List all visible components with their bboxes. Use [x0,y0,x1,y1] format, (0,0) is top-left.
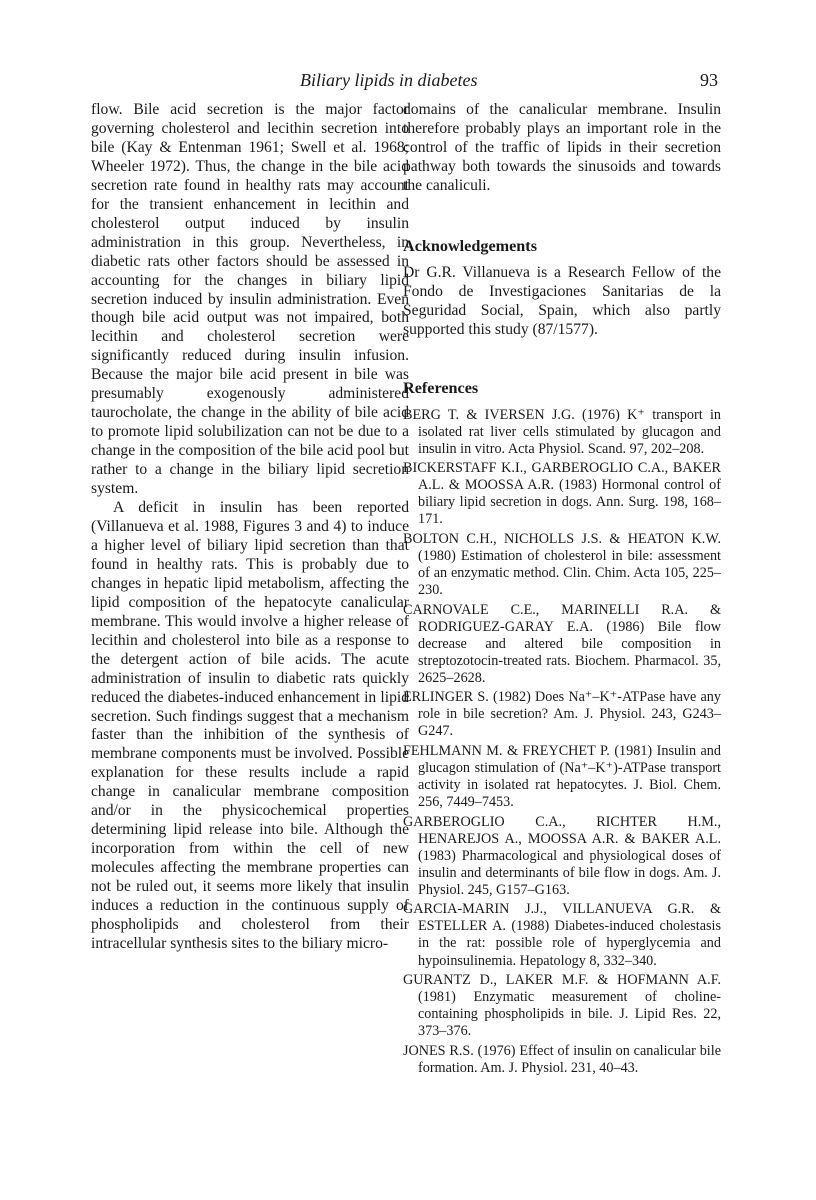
reference-list [403,407,721,1077]
body-paragraph-1: flow. Bile acid secretion is the major factor governing cholesterol and lecithin secretion into bile (Kay & Entenman 1961; Swell et al. 1968; Wheeler 1972). Thus, the change in the bile acid secretion rate found in healthy rats may account for the transient enhancement in lecithin and cholesterol output induced by insulin administration in this group. Nevertheless, in diabetic rats other factors should be assessed in accounting for the changes in biliary lipid secretion induced by insulin administration. Even though bile acid output was not impaired, both lecithin and cholesterol secretion were significantly reduced during insulin infusion. Because the major bile acid present in bile was presumably exogenously administered taurocholate, the change in the ability of bile acid to promote lipid solubilization can not be due to a change in the composition of the bile acid pool but rather to a change in the biliary lipid secretion system. [91,101,409,498]
left-column [91,101,409,954]
acknowledgements-text: Dr G.R. Villanueva is a Research Fellow of the Fondo de Investigaciones Sanitarias de la Seguridad Social, Spain, which also partly supported this study (87/1577). [403,263,721,338]
reference-item: FEHLMANN M. & FREYCHET P. (1981) Insulin and glucagon stimulation of (Na⁺–K⁺)-ATPase transport activity in isolated rat hepatocytes. J. Biol. Chem. 256, 7449–7453. [403,742,721,811]
reference-item: CARNOVALE C.E., MARINELLI R.A. & RODRIGUEZ-GARAY E.A. (1986) Bile flow decrease and altered bile composition in streptozotocin-treated rats. Biochem. Pharmacol. 35, 2625–2628. [403,601,721,686]
reference-item: GARBEROGLIO C.A., RICHTER H.M., HENAREJOS A., MOOSSA A.R. & BAKER A.L. (1983) Pharmacological and physiological doses of insulin and determinants of bile flow in dogs. Am. J. Physiol. 245, G157–G163. [403,813,721,898]
running-title: Biliary lipids in diabetes [300,70,478,90]
reference-item: GARCIA-MARIN J.J., VILLANUEVA G.R. & ESTELLER A. (1988) Diabetes-induced cholestasis in the rat: possible role of hyperglycemia and hypoinsulinemia. Hepatology 8, 332–340. [403,901,721,969]
reference-item: JONES R.S. (1976) Effect of insulin on canalicular bile formation. Am. J. Physiol. 231, 40–43. [403,1042,721,1076]
body-paragraph-2: A deficit in insulin has been reported (Villanueva et al. 1988, Figures 3 and 4) to induce a higher level of biliary lipid secretion than that found in healthy rats. This is probably due to changes in hepatic lipid metabolism, affecting the lipid composition of the hepatocyte canalicular membrane. This would involve a higher release of lecithin and cholesterol into bile as a response to the detergent action of bile acids. The acute administration of insulin to diabetic rats quickly reduced the diabetes-induced enhancement in lipid secretion. Such findings suggest that a mechanism faster than the inhibition of the synthesis of membrane components must be involved. Possible explanation for these results include a rapid change in canalicular membrane composition and/or in the physicochemical properties determining lipid release into bile. Although the incorporation from within the cell of new molecules affecting the membrane properties can not be ruled out, it seems more likely that insulin induces a reduction in the continuous supply of phospholipids and cholesterol from their intracellular synthesis sites to the biliary micro- [91,499,409,952]
reference-item: GURANTZ D., LAKER M.F. & HOFMANN A.F. (1981) Enzymatic measurement of choline-containing phospholipids in bile. J. Lipid Res. 22, 373–376. [403,971,721,1040]
references-heading: References [403,378,479,397]
reference-item: BICKERSTAFF K.I., GARBEROGLIO C.A., BAKER A.L. & MOOSSA A.R. (1983) Hormonal control of biliary lipid secretion in dogs. Ann. Surg. 198, 168–171. [403,460,721,528]
body-paragraph-continued: domains of the canalicular membrane. Insulin therefore probably plays an important role in the control of the traffic of lipids in their secretion pathway both towards the sinusoids and towards the canaliculi. [403,101,721,194]
reference-item: BOLTON C.H., NICHOLLS J.S. & HEATON K.W. (1980) Estimation of cholesterol in bile: assessment of an enzymatic method. Clin. Chim. Acta 105, 225–230. [403,530,721,599]
page-number: 93 [700,70,718,90]
right-column [403,101,721,1079]
acknowledgements-heading: Acknowledgements [403,236,537,255]
reference-item: BERG T. & IVERSEN J.G. (1976) K⁺ transport in isolated rat liver cells stimulated by glucagon and insulin in vitro. Acta Physiol. Scand. 97, 202–208. [403,406,721,457]
running-head [0,68,816,92]
reference-item: ERLINGER S. (1982) Does Na⁺–K⁺-ATPase have any role in bile secretion? Am. J. Physiol. 243, G243–G247. [403,689,721,740]
